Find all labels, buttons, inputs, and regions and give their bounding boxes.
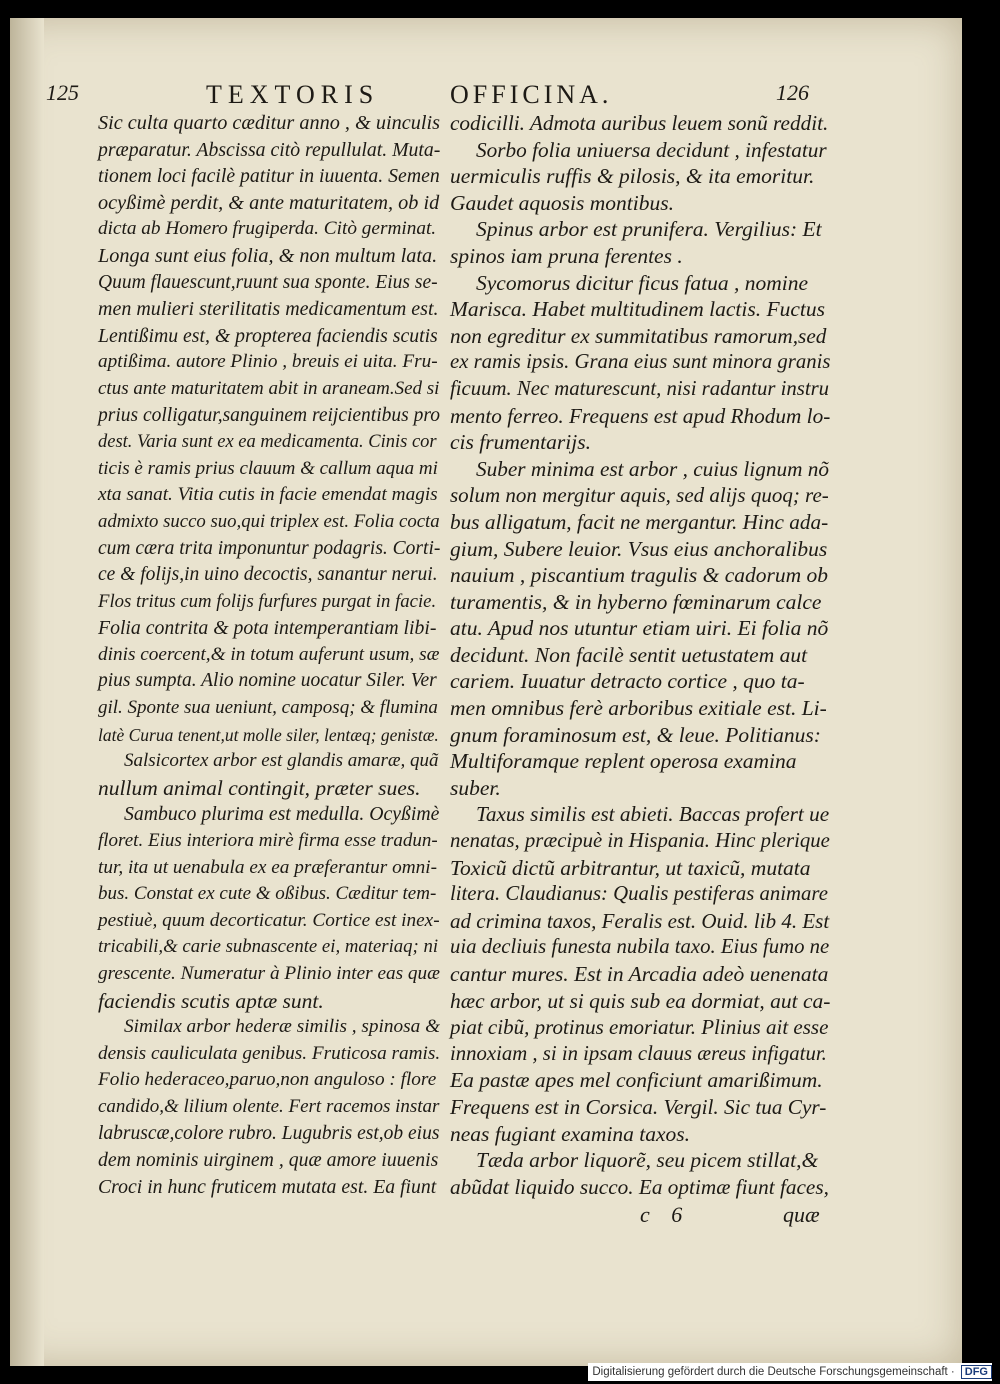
text-line: innoxiam , si in ipsam clauus æreus infigatur. <box>450 1042 827 1065</box>
text-line: Gaudet aquosis montibus. <box>450 190 674 215</box>
text-line: ad crimina taxos, Feralis est. Ouid. lib 4. Est <box>450 908 830 933</box>
text-line: Sambuco plurima est medulla. Ocyßimè <box>124 803 440 826</box>
text-column-left <box>98 110 440 1200</box>
text-line: Flos tritus cum folijs furfures purgat in facie. <box>98 590 437 612</box>
text-line: pius sumpta. Alio nomine uocatur Siler. Ver <box>98 670 437 692</box>
text-line: Sycomorus dicitur ficus fatua , nomine <box>476 270 809 295</box>
text-line: litera. Claudianus: Qualis pestiferas animare <box>450 883 828 906</box>
text-line: cariem. Iuuatur detracto cortice , quo ta- <box>450 669 805 694</box>
text-line: labruscæ,colore rubro. Lugubris est,ob eius <box>98 1122 440 1144</box>
text-line: nullum animal contingit, præter sues. <box>98 775 421 800</box>
text-line: Taxus similis est abieti. Baccas profert ue <box>476 802 830 827</box>
text-line: Spinus arbor est prunifera. Vergilius: Et <box>476 217 822 242</box>
text-line: Suber minima est arbor , cuius lignum nõ <box>476 456 829 481</box>
page-number-right: 126 <box>776 80 809 105</box>
text-line: gnum foraminosum est, & leue. Politianus: <box>450 722 821 747</box>
digitization-footer <box>588 1363 992 1381</box>
text-line: Tæda arbor liquorẽ, seu picem stillat,& <box>476 1148 819 1173</box>
text-line: neas fugiant examina taxos. <box>450 1121 691 1146</box>
text-line: uia decliuis funesta nubila taxo. Eius fumo ne <box>450 936 830 959</box>
text-line: floret. Eius interiora mirè firma esse tradun- <box>98 830 438 852</box>
text-line: Frequens est in Corsica. Vergil. Sic tua Cyr- <box>450 1094 827 1119</box>
text-line: cum cæra trita imponuntur podagris. Corti- <box>98 537 441 559</box>
text-line: men omnibus ferè arboribus exitiale est. Li- <box>450 696 827 721</box>
text-line: dest. Varia sunt ex ea medicamenta. Cinis cor <box>98 432 437 453</box>
text-line: Multiforamque replent operosa examina <box>450 749 797 774</box>
text-line: tur, ita ut uenabula ex ea præferantur omni- <box>98 856 437 878</box>
text-line: decidunt. Non facilè sentit uetustatem aut <box>450 642 808 667</box>
text-line: ce & folijs,in uino decoctis, sanantur nerui. <box>98 564 438 586</box>
text-line: tionem loci facilè patitur in iuuenta. Semen <box>98 165 440 188</box>
text-line: xta sanat. Vitia cutis in facie emendat magis <box>98 484 438 506</box>
text-line: gil. Sponte sua ueniunt, camposq; & flumina <box>98 697 438 719</box>
text-line: Folio hederaceo,paruo,non anguloso : flore <box>98 1069 437 1091</box>
text-line: Salsicortex arbor est glandis amaræ, quã <box>124 750 439 772</box>
running-title-right: OFFICINA. <box>450 80 613 109</box>
text-line: bus. Constat ex cute & oßibus. Cæditur tem- <box>98 883 437 905</box>
text-line: candido,& lilium olente. Fert racemos instar <box>98 1095 440 1117</box>
text-line: ctus ante maturitatem abit in araneam.Sed si <box>98 377 440 399</box>
text-line: Marisca. Habet multitudinem lactis. Fuctus <box>450 297 826 322</box>
text-line: nenatas, præcipuè in Hispania. Hinc plerique <box>450 830 830 853</box>
text-line: aptißima. autore Plinio , breuis ei uita. Fru- <box>98 351 438 373</box>
text-line: turamentis, & in hyberno fœminarum calce <box>450 589 822 614</box>
text-line: non egreditur ex summitatibus ramorum,sed <box>450 323 827 348</box>
text-line: atu. Apud nos utuntur etiam uiri. Ei folia nõ <box>450 616 829 641</box>
text-line: codicilli. Admota auribus leuem sonũ reddit. <box>450 111 829 135</box>
text-line: grescente. Numeratur à Plinio inter eas quæ <box>98 963 441 984</box>
book-page <box>10 18 962 1366</box>
text-line: admixto succo suo,qui triplex est. Folia cocta <box>98 510 440 532</box>
text-line: Toxicũ dictũ arbitrantur, ut taxicũ, mutata <box>450 855 811 880</box>
text-line: Sic culta quarto cæditur anno , & uinculis <box>98 112 440 134</box>
text-line: prius colligatur,sanguinem reijcientibus pro <box>98 404 440 426</box>
text-line: cantur mures. Est in Arcadia adeò uenenata <box>450 962 829 986</box>
text-line: solum non mergitur aquis, sed alijs quoq; re- <box>450 483 829 508</box>
text-line: hæc arbor, ut si quis sub ea dormiat, aut ca- <box>450 988 831 1013</box>
text-line: Croci in hunc fruticem mutata est. Ea fiunt <box>98 1175 437 1198</box>
text-line: bus alligatum, facit ne mergantur. Hinc ada- <box>450 509 829 534</box>
text-line: suber. <box>450 775 501 800</box>
text-line: Longa sunt eius folia, & non multum lata. <box>98 244 438 267</box>
text-line: ticis è ramis prius clauum & callum aqua mi <box>98 457 438 479</box>
text-line: pestiuè, quum decorticatur. Cortice est inex- <box>98 909 440 931</box>
text-line: præparatur. Abscissa citò repullulat. Muta- <box>98 138 441 161</box>
text-line: Similax arbor hederæ similis , spinosa & <box>124 1016 441 1038</box>
text-line: faciendis scutis aptæ sunt. <box>98 988 324 1013</box>
signature-mark: c 6 <box>640 1202 691 1227</box>
text-line: Sorbo folia uniuersa decidunt , infestatur <box>476 137 827 162</box>
text-line: cis frumentarijs. <box>450 430 591 455</box>
text-line: mento ferreo. Frequens est apud Rhodum lo- <box>450 403 831 428</box>
text-line: men mulieri sterilitatis medicamentum est. <box>98 298 439 321</box>
text-column-right <box>450 110 830 1200</box>
page-number-left: 125 <box>46 80 79 105</box>
dfg-logo: DFG <box>961 1365 992 1379</box>
running-title-left: TEXTORIS <box>206 80 380 109</box>
text-line: Lentißimu est, & propterea faciendis scutis <box>98 324 438 347</box>
text-line: abũdat liquido succo. Ea optimæ fiunt faces, <box>450 1174 829 1199</box>
text-line: spinos iam pruna ferentes . <box>450 243 683 268</box>
text-line: Folia contrita & pota intemperantiam libi- <box>98 617 437 640</box>
text-line: dem nominis uirginem , quæ amore iuuenis <box>98 1149 439 1172</box>
text-line: ex ramis ipsis. Grana eius sunt minora granis <box>450 351 831 374</box>
page-gutter-shadow <box>10 18 44 1366</box>
text-line: Ea pastæ apes mel conficiunt amarißimum. <box>450 1068 823 1093</box>
footer-credit: Digitalisierung gefördert durch die Deutsche Forschungsgemeinschaft · <box>592 1366 955 1378</box>
text-line: gium, Subere leuior. Vsus eius anchoralibus <box>450 536 828 561</box>
text-line: latè Curua tenent,ut molle siler, lentæq; genistæ. <box>98 724 439 745</box>
text-line: ficuum. Nec maturescunt, nisi radantur instru <box>450 377 830 400</box>
text-line: Quum flauescunt,ruunt sua sponte. Eius se- <box>98 271 438 293</box>
text-line: dinis coercent,& in totum auferunt usum, sæ <box>98 643 440 665</box>
text-line: densis cauliculata genibus. Fruticosa ramis. <box>98 1042 441 1064</box>
text-line: nauium , piscantium tragulis & cadorum ob <box>450 563 829 588</box>
text-line: piat cibũ, protinus emoriatur. Plinius ait esse <box>450 1015 829 1040</box>
text-line: dicta ab Homero frugiperda. Citò germinat. <box>98 218 437 240</box>
text-line: ocyßimè perdit, & ante maturitatem, ob id <box>98 191 440 214</box>
text-line: tricabili,& carie subnascente ei, materiaq; ni <box>98 936 439 958</box>
text-line: uermiculis ruffis & pilosis, & ita emoritur. <box>450 164 815 189</box>
catchword: quæ <box>783 1202 820 1227</box>
